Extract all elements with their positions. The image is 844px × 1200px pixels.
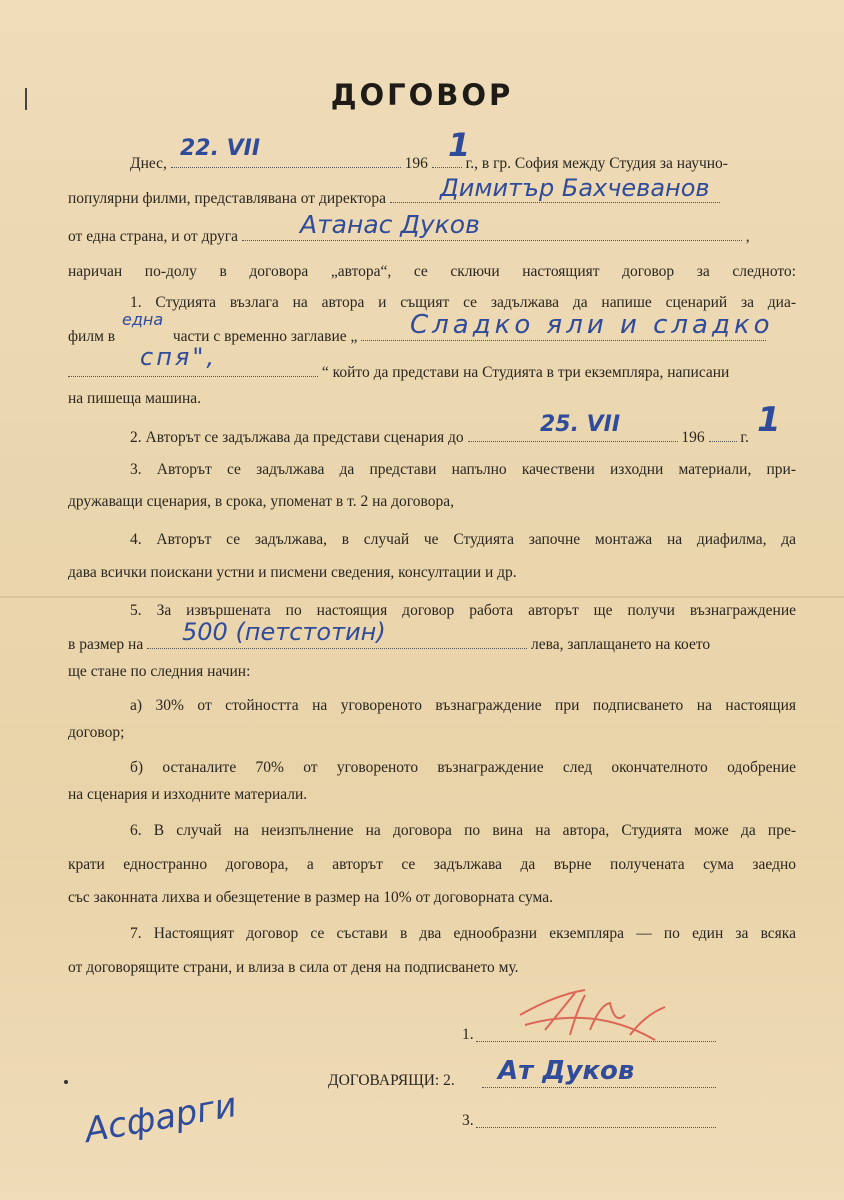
handwritten-title-line1: Сладко яли и сладко bbox=[410, 310, 774, 340]
fee-label: в размер на bbox=[68, 636, 144, 653]
clause2-text: 2. Авторът се задължава да представи сценария до bbox=[130, 429, 464, 446]
line-date bbox=[68, 153, 796, 174]
clause5a-line1: а) 30% от стойността на уговореното възнаграждение при подписването на настоящия bbox=[130, 697, 796, 714]
line3-comma: , bbox=[745, 228, 750, 245]
today-label: Днес, bbox=[130, 155, 167, 172]
year-prefix: 196 bbox=[404, 155, 428, 172]
clause7-line2: от договорящите страни, и влиза в сила от деня на подписването му. bbox=[68, 959, 519, 976]
clause1-parts-label: части с временно заглавие „ bbox=[172, 328, 358, 345]
clause5-line1: 5. За извършената по настоящия договор работа авторът ще получи възнаграждение bbox=[130, 602, 796, 619]
clause1-line1: 1. Студията възлага на автора и същият се задължава да напише сценарий за диа- bbox=[130, 294, 796, 311]
handwritten-parts: една bbox=[122, 310, 164, 329]
clause3-line2: дружаващи сценария, в срока, упоменат в т. 2 на договора, bbox=[68, 493, 454, 510]
line-intro: наричан по-долу в договора „автора“, се сключи настоящият договор за следното: bbox=[68, 263, 796, 280]
clause7-line1: 7. Настоящият договор се състави в два еднообразни екземпляра — по един за всяка bbox=[130, 925, 796, 942]
handwritten-director: Димитър Бахчеванов bbox=[440, 174, 710, 202]
clause6-line3: със законната лихва и обезщетение в размер на 10% от договорната сума. bbox=[68, 889, 553, 906]
deadline-year-suffix: г. bbox=[740, 429, 749, 446]
clause4-line1: 4. Авторът се задължава, в случай че Студията започне монтажа на диафилма, да bbox=[130, 531, 796, 548]
clause5a-line2: договор; bbox=[68, 724, 125, 741]
handwritten-year-digit: 1 bbox=[448, 126, 471, 164]
deadline-year-prefix: 196 bbox=[681, 429, 705, 446]
clause5b-line1: б) останалите 70% от уговореното възнаграждение след окончателното одобрение bbox=[130, 759, 796, 776]
ink-dot bbox=[64, 1080, 68, 1084]
clause1-copies: “ който да представи на Студията в три екземпляра, написани bbox=[321, 364, 730, 381]
signature-line-2 bbox=[482, 1086, 716, 1088]
red-stamp-mark bbox=[515, 985, 675, 1055]
margin-handwritten-note: Асфарги bbox=[81, 1084, 240, 1152]
signature-line-1 bbox=[476, 1040, 716, 1042]
clause6-line1: 6. В случай на неизпълнение на договора по вина на автора, Студията може да пре- bbox=[130, 822, 796, 839]
clause1-line4: на пишеща машина. bbox=[68, 390, 202, 407]
signature-number-3: 3. bbox=[462, 1112, 474, 1129]
clause6-line2: крати едностранно договора, а авторът се задължава да върне получената сума заедно bbox=[68, 856, 796, 873]
document-title: ДОГОВОР bbox=[330, 78, 514, 112]
clause5-line3: ще стане по следния начин: bbox=[68, 663, 251, 680]
signature-number-1: 1. bbox=[462, 1026, 474, 1043]
clause1-film-label: филм в bbox=[68, 328, 116, 345]
handwritten-deadline: 25. VII bbox=[540, 412, 621, 437]
handwritten-fee: 500 (петстотин) bbox=[182, 618, 386, 646]
parties-label: ДОГОВАРЯЩИ: 2. bbox=[328, 1072, 455, 1089]
director-label: популярни филми, представлявана от директора bbox=[68, 190, 387, 207]
handwritten-deadline-year-digit: 1 bbox=[757, 400, 781, 440]
deadline-year-field bbox=[709, 427, 737, 442]
signature-line-3 bbox=[476, 1126, 716, 1128]
author-signature: Ат Дуков bbox=[498, 1056, 635, 1086]
handwritten-title-line2: спя", bbox=[140, 343, 217, 371]
handwritten-date: 22. VII bbox=[180, 136, 261, 161]
clause5-line2 bbox=[68, 634, 796, 655]
clause3-line1: 3. Авторът се задължава да представи напълно качествени изходни материали, при- bbox=[130, 461, 796, 478]
clause2-line bbox=[130, 427, 796, 448]
clause4-line2: дава всички поискани устни и писмени сведения, консултации и др. bbox=[68, 564, 517, 581]
paper-fold bbox=[0, 596, 844, 598]
clause5b-line2: на сценария и изходните материали. bbox=[68, 786, 308, 803]
line1-rest: г., в гр. София между Студия за научно- bbox=[465, 155, 728, 172]
other-party-label: от една страна, и от друга bbox=[68, 228, 238, 245]
handwritten-author: Атанас Дуков bbox=[300, 210, 480, 239]
fee-rest: лева, заплащането на което bbox=[530, 636, 711, 653]
